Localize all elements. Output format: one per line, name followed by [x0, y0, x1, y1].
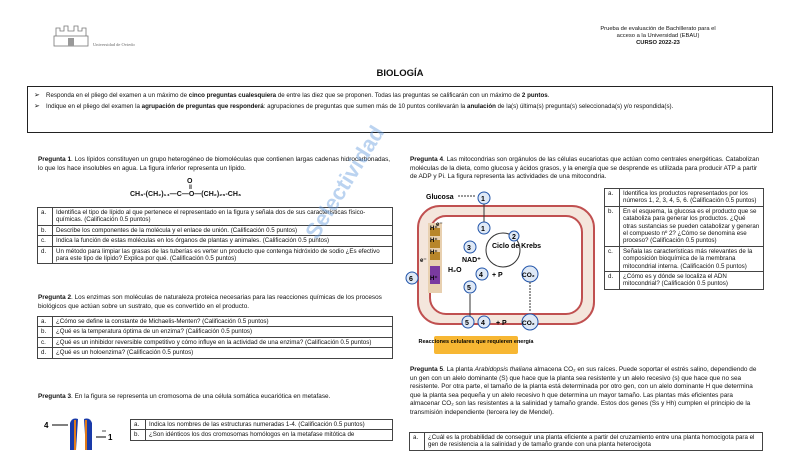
krebs-label: Ciclo de Krebs: [492, 243, 542, 250]
list-item: d. ¿Qué es un holoenzima? (Calificación 0.5 puntos): [38, 348, 393, 358]
question-2-text: Pregunta 2. Los enzimas son moléculas de naturaleza proteica necesarias para las reacciones químicas de los procesos biológicos que actúan sobre un sustrato, que es convertido en el producto.: [38, 294, 382, 310]
arrow-icon: ➢: [34, 92, 40, 99]
lipid-formula: O ‖ CH₃-(CH₂)₁₄—C—O—(CH₂)₂₉-CH₃: [130, 178, 242, 198]
list-item: b. En el esquema, la glucosa es el producto que se cataboliza para generar los productos. ¿Qué otras sustancias se pueden catabolizar y generan el compuesto nº 2? ¿Cómo se denomina ese proceso? (Calificación 0.5 puntos): [605, 206, 764, 246]
hplus-4: H⁺: [430, 276, 438, 282]
co2-label-2: CO₂: [522, 320, 535, 327]
exam-header: [558, 26, 758, 47]
question-3-text: Pregunta 3. En la figura se representa un cromosoma de una célula somática eucariótica en metafase.: [38, 393, 331, 400]
list-item: b. ¿Son idénticos los dos cromosomas homólogos en la metafase mitótica de: [131, 430, 393, 440]
hplus-3: H⁺: [430, 250, 438, 256]
course: CURSO 2022-23: [636, 40, 680, 46]
question-1-text: Pregunta 1. Los lípidos constituyen un grupo heterogéneo de biomoléculas que contienen largas cadenas hidrocarbonadas, lo que los hace insolubles en agua. La figura inferior representa un lípido.: [38, 156, 391, 172]
instruction-2: ➢ Indique en el pliego del examen la agrupación de preguntas que responderá: agrupaciones de preguntas que sumen más de 10 puntos conllevarán la anulación de la(s) última(s) pregunta(s) seleccionada(s) y/o respondida(s).: [34, 103, 674, 110]
n5: 5: [467, 285, 471, 292]
question-3-items: [130, 419, 393, 441]
n4b: 4: [481, 320, 485, 327]
list-item: c. ¿Qué es un inhibidor reversible competitivo y cómo influye en la actividad de una enzima? (Calificación 0.5 puntos): [38, 337, 393, 347]
question-5-items: [409, 432, 763, 451]
page-title: BIOLOGÍA: [376, 68, 424, 79]
question-4-items: [604, 188, 764, 290]
reactions-label: Reacciones celulares que requieren energía: [418, 339, 534, 345]
e-2: e⁻: [420, 258, 427, 264]
arrow-icon: ➢: [34, 103, 40, 110]
list-item: a. ¿Cuál es la probabilidad de conseguir una planta eficiente a partir del cruzamiento entre una planta homocigota para el gen de resistencia a la salinidad y de tamaño grande con una planta heterocigota: [410, 433, 763, 451]
question-4-text: Pregunta 4. Las mitocondrias son orgánulos de las células eucariotas que actúan como centrales energéticas. Catabolizan moléculas de la dieta, como glucosa y ácidos grasos, y la energía que se desprende es utilizada para producir ATP a partir de ADP y Pi. La figura representa las actividades de una mitocondria.: [410, 156, 760, 181]
university-logo: [52, 22, 90, 48]
nad-label: NAD⁺: [462, 257, 481, 264]
question-2-items: [37, 316, 393, 359]
instructions-box: [27, 86, 773, 133]
list-item: d. Un método para limpiar las grasas de las tuberías es verter un producto que contenga hidróxido de sodio ¿Es efectivo para este tipo de lípido? Explica por qué. (Calificación 0.5 puntos): [38, 246, 393, 264]
n4: 4: [479, 272, 483, 279]
n3: 3: [467, 245, 471, 252]
e-1: e⁻: [436, 222, 443, 228]
list-item: a. ¿Cómo se define la constante de Michaelis-Menten? (Calificación 0.5 puntos): [38, 317, 393, 327]
hplus-2: H⁺: [430, 238, 438, 244]
h2o-label: H₂O: [448, 267, 462, 274]
list-item: c. Señala las características más relevantes de la composición bioquímica de la membrana mitocondrial interna. (Calificación 0.5 puntos): [605, 246, 764, 271]
mitochondria-diagram: [400, 188, 600, 360]
header-line-2: acceso a la Universidad (EBAU): [616, 33, 700, 39]
n6: 6: [409, 276, 413, 283]
list-item: b. ¿Qué es la temperatura óptima de un enzima? (Calificación 0.5 puntos): [38, 327, 393, 337]
n5b: 5: [465, 320, 469, 327]
label-1: 1: [108, 433, 113, 442]
n1b: 1: [481, 226, 485, 233]
glucosa-label: Glucosa: [426, 194, 454, 201]
header-line-1: Prueba de evaluación de Bachillerato para el: [600, 26, 716, 32]
hplus-1: H⁺: [430, 226, 438, 232]
list-item: a. Identifica el tipo de lípido al que pertenece el representado en la figura y señala dos de sus características físico-químicas. (Calificación 0.5 puntos): [38, 208, 393, 226]
watermark: Selectividad: [300, 121, 390, 244]
list-item: a. Indica los nombres de las estructuras numeradas 1-4. (Calificación 0.5 puntos): [131, 420, 393, 430]
list-item: d. ¿Cómo es y dónde se localiza el ADN mitocondrial? (Calificación 0.5 puntos): [605, 272, 764, 290]
list-item: c. Indica la función de estas moléculas en los órganos de plantas y animales. (Calificación 0.5 puntos): [38, 236, 393, 246]
university-name: Universidad de Oviedo: [93, 42, 135, 47]
list-item: a. Identifica los productos representados por los números 1, 2, 3, 4, 5, 6. (Calificación 0.5 puntos): [605, 189, 764, 207]
chromosome-figure: [40, 415, 120, 450]
instruction-1: ➢ Responda en el pliego del examen a un máximo de cinco preguntas cualesquiera de entre las diez que se proponen. Todas las preguntas se calificarán con un máximo de 2 puntos.: [34, 92, 550, 99]
question-5-text: Pregunta 5. La planta Arabidopsis thaliana almacena CO₂ en sus raíces. Puede soportar el estrés salino, dependiendo de un gen con un alelo dominante (S) que hace que la planta sea resistente y un alelo recesivo (s) que hace que no sea resistente. Por otra parte, el tamaño de la planta está determinada por otro gen, con un alelo dominante H que determina que la planta sea pequeña y un alelo recesivo h que determina un mayor tamaño. Las plantas más eficientes para almacenar CO₂ son las resistentes a la salinidad y tamaño grande. Estos dos genes (Ss y Hh) cumplen el principio de la transmisión independiente (tercera ley de Mendel).: [410, 366, 757, 416]
n1: 1: [481, 196, 485, 203]
label-4: 4: [44, 421, 49, 430]
p-label-2: + P: [496, 320, 507, 327]
co2-label-1: CO₂: [522, 272, 535, 279]
n2: 2: [512, 234, 516, 241]
list-item: b. Describe los componentes de la molécula y el enlace de unión. (Calificación 0.5 puntos): [38, 225, 393, 235]
p-label: + P: [492, 272, 503, 279]
